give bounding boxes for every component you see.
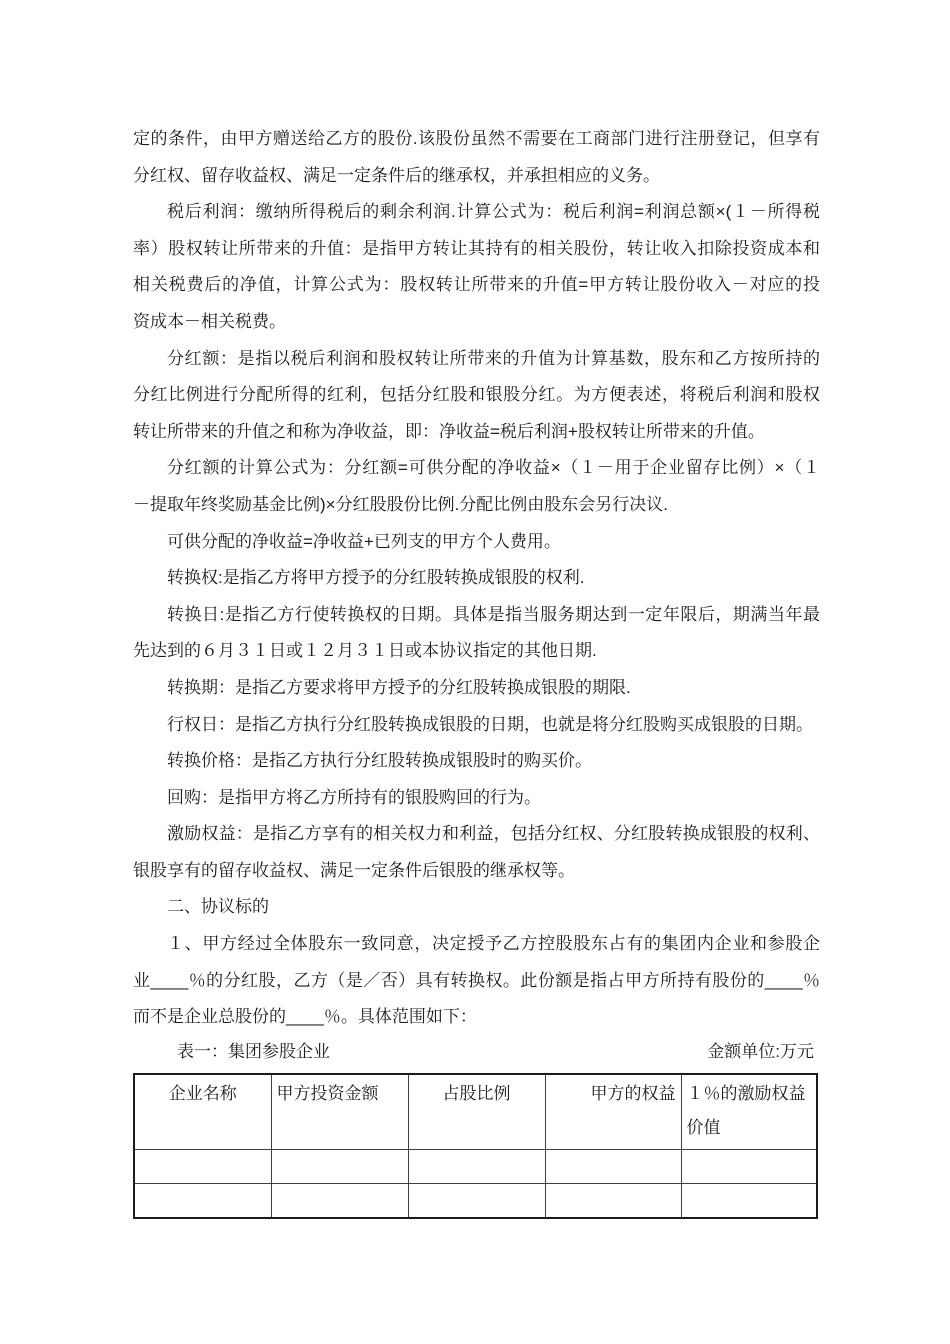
text-line: 行权日：是指乙方执行分红股转换成银股的日期，也就是将分红股购买成银股的日期。	[167, 714, 813, 734]
text-line: 银股享有的留存收益权、满足一定条件后银股的继承权等。	[133, 860, 575, 880]
table-cell	[134, 1149, 271, 1183]
header-partya-equity: 甲方的权益	[545, 1074, 681, 1150]
table-header-row	[134, 1074, 817, 1150]
table-cell	[408, 1149, 545, 1183]
table-cell	[408, 1183, 545, 1218]
table-caption: 表一：集团参股企业	[177, 1041, 330, 1061]
text-line: 业____％的分红股，乙方（是／否）具有转换权。此份额是指占甲方所持有股份的____％	[133, 970, 820, 990]
contract-text	[133, 121, 820, 1036]
text-line: 先达到的６月３１日或１２月３１日或本协议指定的其他日期.	[133, 641, 597, 661]
text-line: 率）股权转让所带来的升值：是指甲方转让其持有的相关股份，转让收入扣除投资成本和	[133, 238, 820, 258]
text-line: 激励权益：是指乙方享有的相关权力和利益，包括分红权、分红股转换成银股的权利、	[167, 824, 820, 844]
text-line: 转换价格：是指乙方执行分红股转换成银股时的购买价。	[167, 751, 592, 771]
header-share-ratio: 占股比例	[408, 1074, 545, 1150]
header-company-name: 企业名称	[134, 1074, 271, 1150]
text-line: －提取年终奖励基金比例)×分红股股份比例.分配比例由股东会另行决议.	[133, 494, 669, 514]
section-heading: 二、协议标的	[167, 897, 269, 917]
table-unit-label: 金额单位:万元	[707, 1041, 814, 1061]
table-cell	[271, 1149, 408, 1183]
equity-table	[133, 1073, 818, 1219]
text-line: 分红权、留存收益权、满足一定条件后的继承权，并承担相应的义务。	[133, 165, 660, 185]
text-line: 而不是企业总股份的____％。具体范围如下：	[133, 1007, 477, 1027]
table-cell	[681, 1183, 817, 1218]
text-line: 可供分配的净收益=净收益+已列支的甲方个人费用。	[167, 531, 561, 551]
table-row	[134, 1183, 817, 1218]
text-line: １、甲方经过全体股东一致同意，决定授予乙方控股股东占有的集团内企业和参股企	[167, 934, 820, 954]
text-line: 资成本－相关税费。	[133, 311, 286, 331]
table-row	[134, 1149, 817, 1183]
text-line: 分红额：是指以税后利润和股权转让所带来的升值为计算基数，股东和乙方按所持的	[167, 348, 820, 368]
text-line: 定的条件，由甲方赠送给乙方的股份.该股份虽然不需要在工商部门进行注册登记，但享有	[133, 129, 820, 148]
text-line: 转让所带来的升值之和称为净收益，即：净收益=税后利润+股权转让所带来的升值。	[133, 421, 765, 441]
text-line: 相关税费后的净值，计算公式为：股权转让所带来的升值=甲方转让股份收入－对应的投	[133, 275, 820, 295]
header-partya-investment: 甲方投资金额	[271, 1074, 408, 1150]
text-line: 转换权:是指乙方将甲方授予的分红股转换成银股的权利.	[167, 568, 585, 588]
text-line: 转换日:是指乙方行使转换权的日期。具体是指当服务期达到一定年限后，期满当年最	[167, 604, 820, 624]
table-cell	[271, 1183, 408, 1218]
text-line: 税后利润：缴纳所得税后的剩余利润.计算公式为：税后利润=利润总额×(１－所得税	[167, 202, 820, 222]
text-line: 分红额的计算公式为：分红额=可供分配的净收益×（１－用于企业留存比例）×（１	[167, 458, 820, 478]
header-incentive-value: １％的激励权益价值	[681, 1074, 817, 1150]
table-caption-row	[133, 1037, 820, 1067]
text-line: 回购：是指甲方将乙方所持有的银股购回的行为。	[167, 787, 541, 807]
text-line: 转换期：是指乙方要求将甲方授予的分红股转换成银股的期限.	[167, 677, 631, 697]
table-cell	[545, 1183, 681, 1218]
table-cell	[134, 1183, 271, 1218]
table-cell	[545, 1149, 681, 1183]
text-line: 分红比例进行分配所得的红利，包括分红股和银股分红。为方便表述，将税后利润和股权	[133, 385, 820, 405]
table-cell	[681, 1149, 817, 1183]
